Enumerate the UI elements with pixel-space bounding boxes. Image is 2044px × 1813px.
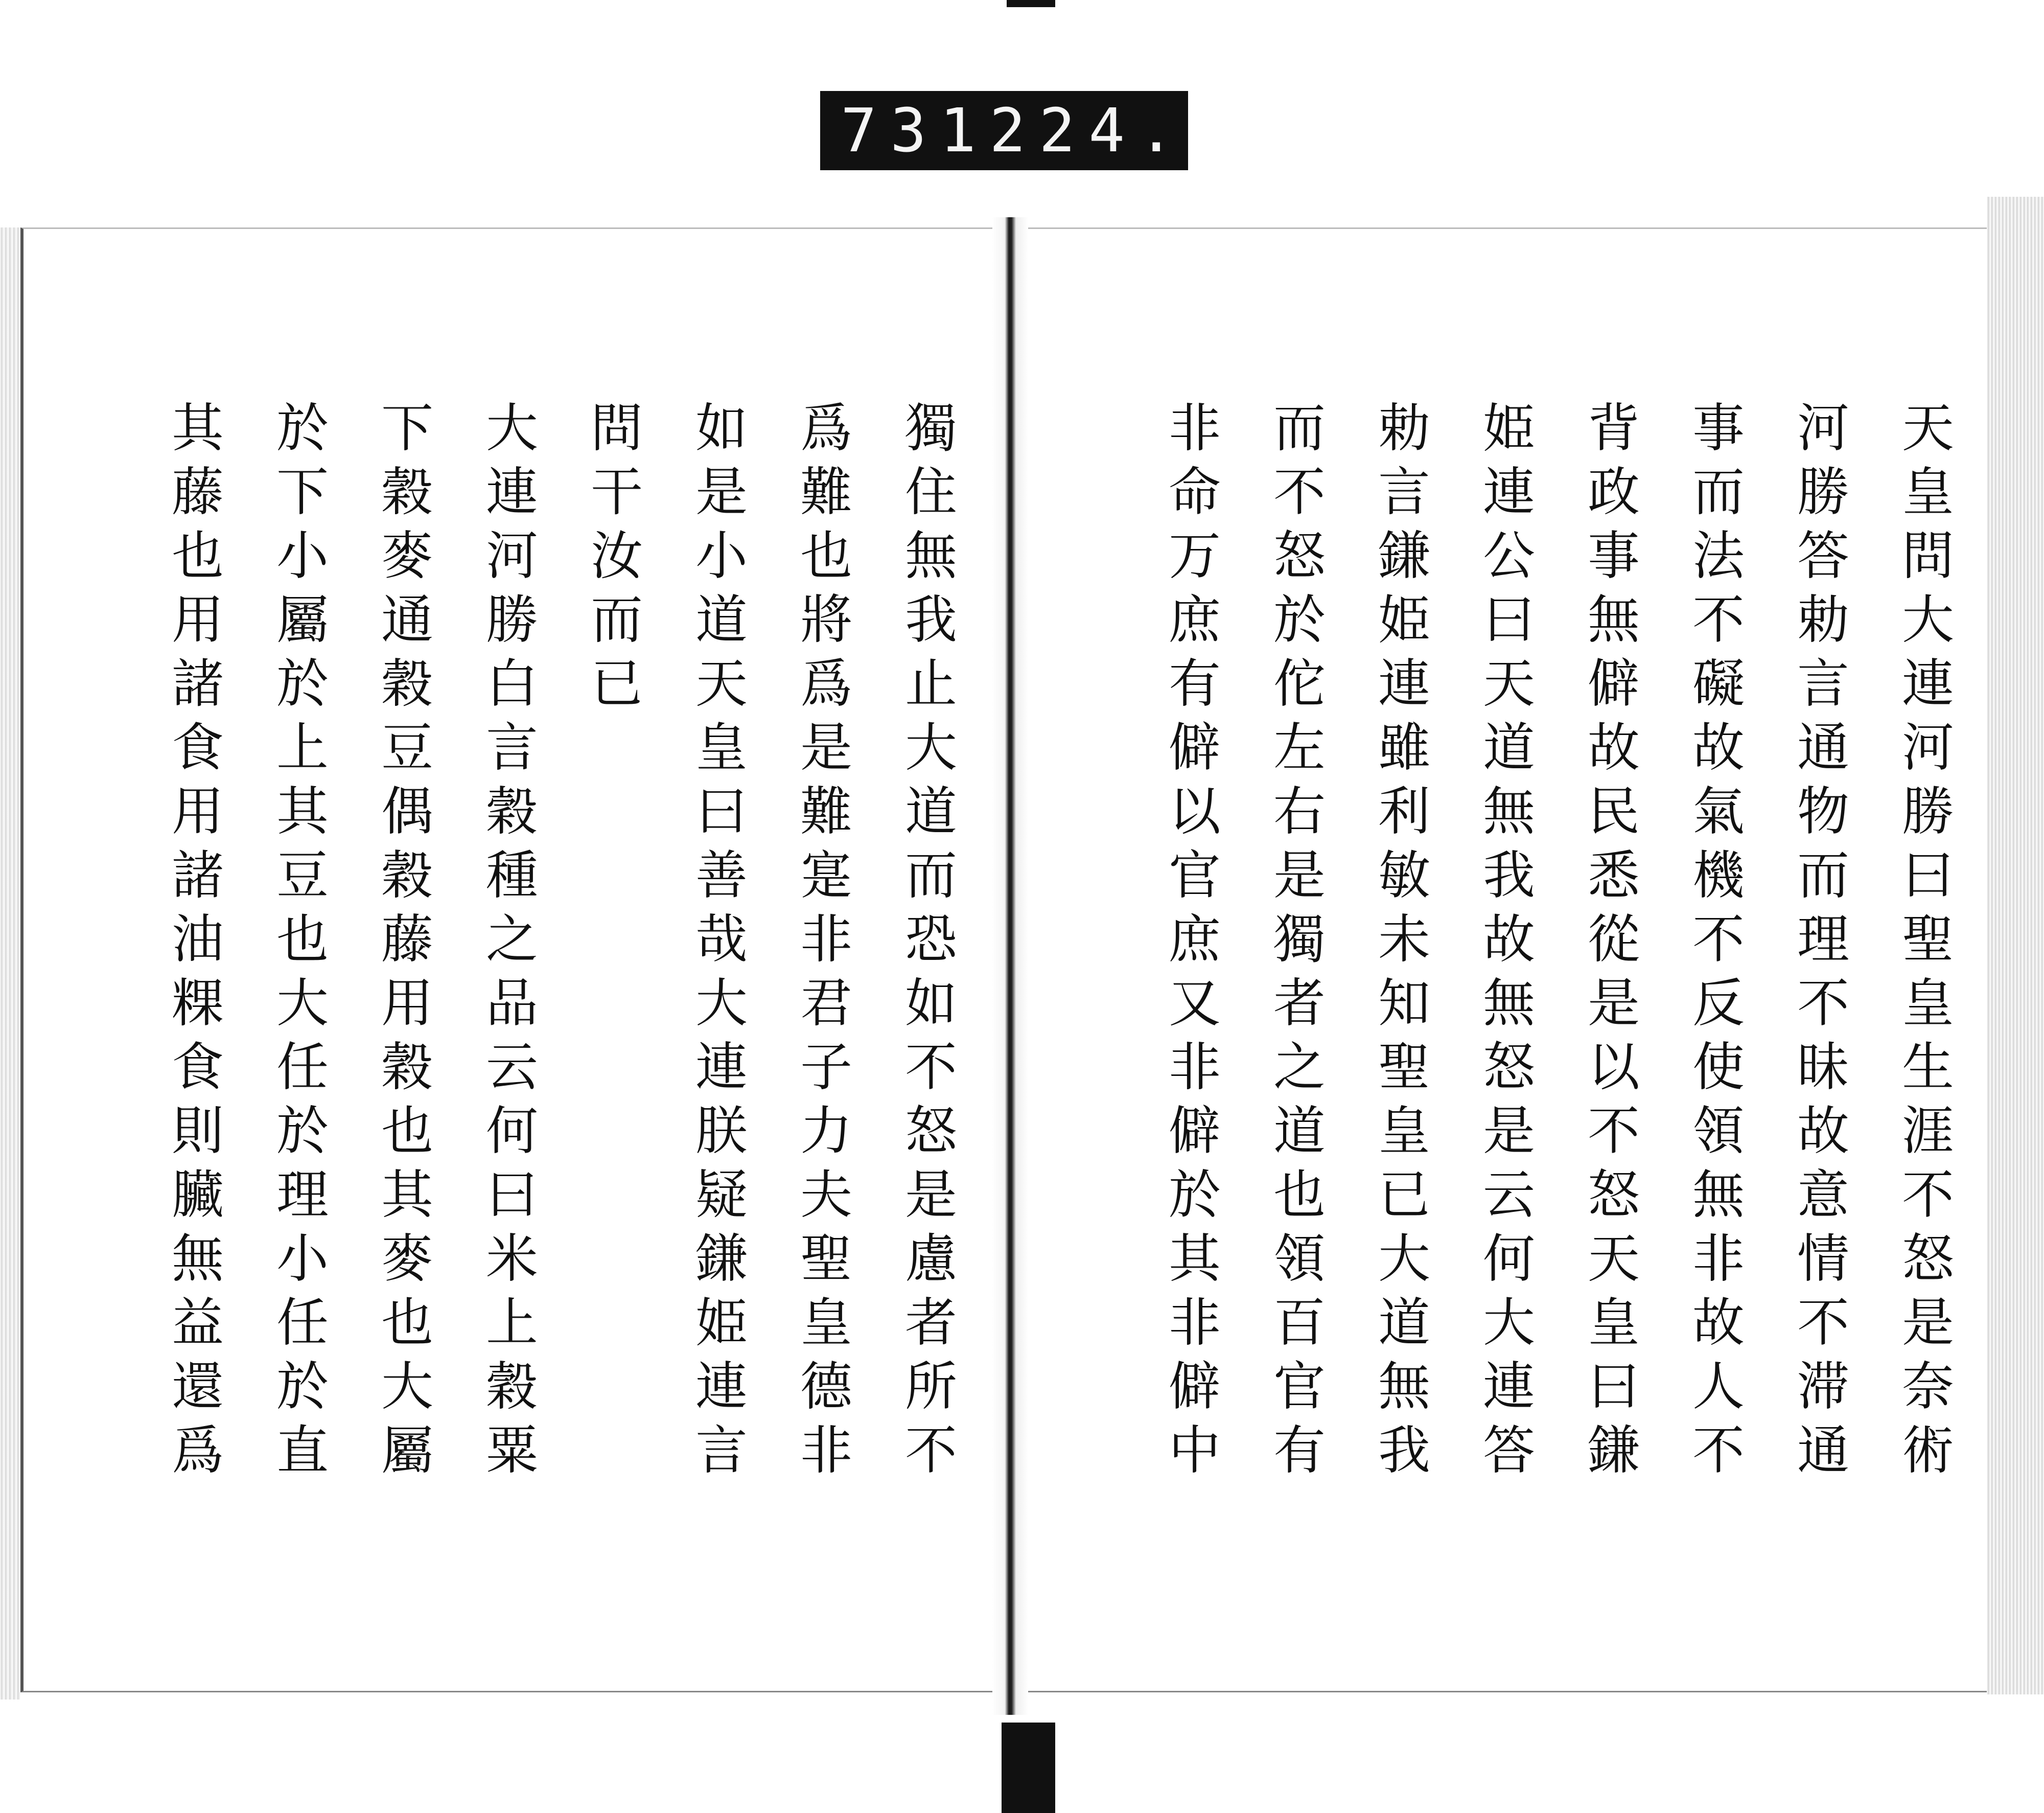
top-binding-tab [1007, 0, 1055, 7]
text-column: 於下小屬於上其豆也大任於理小任於直 [268, 400, 329, 1486]
right-page [1028, 227, 1989, 1692]
frame-number: 224. [989, 95, 1188, 166]
text-column: 大連河勝白言穀種之品云何曰米上穀粟 [477, 400, 538, 1486]
left-page [20, 227, 997, 1692]
book-gutter [992, 217, 1028, 1715]
right-page-text [1138, 400, 1976, 1486]
left-page-text [141, 400, 979, 1486]
text-column: 下穀麥通穀豆偶穀藤用穀也其麥也大屬 [373, 400, 433, 1486]
text-column: 爲難也將爲是難寔非君子力夫聖皇德非 [792, 400, 852, 1486]
text-column: 問干汝而已 [582, 400, 643, 720]
text-column: 而不怒於佗左右是獨者之道也領百官有 [1265, 400, 1326, 1486]
text-column: 其藤也用諸食用諸油粿食則臟無益還爲 [163, 400, 224, 1486]
left-page-edges [0, 227, 20, 1700]
microfilm-frame-number [820, 91, 1188, 170]
open-book [0, 197, 2044, 1723]
text-column: 勅言鎌姫連雖利敏未知聖皇已大道無我 [1369, 400, 1430, 1486]
text-column: 姫連公曰天道無我故無怒是云何大連答 [1474, 400, 1535, 1486]
text-column: 非命万庶有僻以官庶又非僻於其非僻中 [1160, 400, 1221, 1486]
text-column: 事而法不礙故氣機不反使領無非故人不 [1684, 400, 1745, 1486]
text-column: 天皇問大連河勝曰聖皇生涯不怒是奈術 [1893, 400, 1954, 1486]
text-column: 背政事無僻故民悉從是以不怒天皇曰鎌 [1579, 400, 1640, 1486]
text-column: 如是小道天皇曰善哉大連朕疑鎌姫連言 [687, 400, 748, 1486]
text-column: 獨住無我止大道而恐如不怒是慮者所不 [896, 400, 957, 1486]
reel-number: 731 [841, 95, 990, 166]
text-column: 河勝答勅言通物而理不昧故意情不滞通 [1788, 400, 1849, 1486]
bottom-binding-tab [1002, 1723, 1055, 1813]
right-page-edges [1987, 197, 2044, 1694]
